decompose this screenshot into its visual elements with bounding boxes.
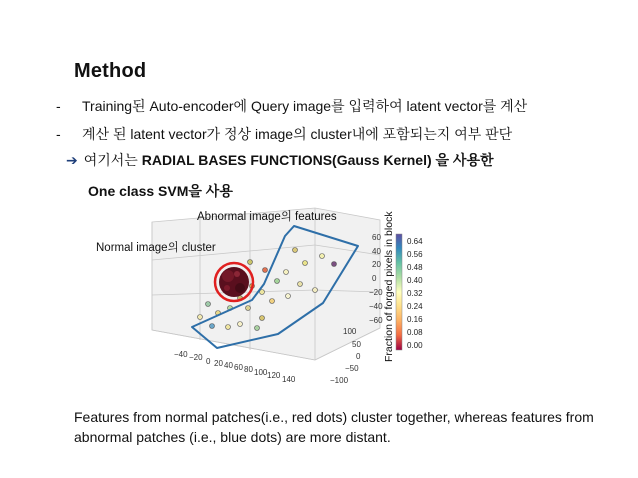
tick-label: 0.08 bbox=[407, 328, 423, 337]
tick-label: 20 bbox=[214, 359, 223, 368]
tick-label: −100 bbox=[330, 376, 349, 385]
slide-title: Method bbox=[74, 60, 147, 82]
bullet-dash: - bbox=[56, 98, 61, 114]
data-point bbox=[303, 261, 308, 266]
bullet-text: 계산 된 latent vector가 정상 image의 cluster내에 포함되는지 여부 판단 bbox=[82, 126, 513, 142]
tick-label: 0.48 bbox=[407, 263, 423, 272]
tick-label: 0.00 bbox=[407, 341, 423, 350]
data-point bbox=[284, 270, 289, 275]
bullet-text: Training된 Auto-encoder에 Query image를 입력하여 latent vector를 계산 bbox=[82, 98, 528, 114]
tick-label: 60 bbox=[372, 233, 381, 242]
data-point bbox=[270, 299, 275, 304]
arrow-right-icon: ➔ bbox=[66, 152, 78, 168]
data-point bbox=[293, 248, 298, 253]
conclusion-line bbox=[66, 150, 494, 170]
tick-label: −60 bbox=[369, 316, 383, 325]
bullet-2 bbox=[56, 124, 512, 144]
tick-label: 0.16 bbox=[407, 315, 423, 324]
tick-label: −20 bbox=[189, 353, 203, 362]
figure-caption: Features from normal patches(i.e., red dots) cluster together, whereas features from abnormal patches (i.e., blue dots) are more distant. bbox=[74, 409, 594, 445]
tick-label: 0.24 bbox=[407, 302, 423, 311]
data-point bbox=[206, 302, 211, 307]
x-axis-ticks bbox=[174, 350, 296, 384]
conclusion-prefix: 여기서는 bbox=[83, 152, 142, 168]
data-point bbox=[226, 325, 231, 330]
normal-cluster bbox=[219, 267, 249, 297]
tick-label: 40 bbox=[372, 247, 381, 256]
tick-label: 100 bbox=[343, 327, 357, 336]
data-point bbox=[246, 306, 251, 311]
data-point bbox=[298, 282, 303, 287]
feature-space-figure bbox=[90, 200, 450, 400]
data-point bbox=[286, 294, 291, 299]
data-point bbox=[275, 279, 280, 284]
tick-label: 0.32 bbox=[407, 289, 423, 298]
tick-label: 0 bbox=[356, 352, 361, 361]
data-point bbox=[320, 254, 325, 259]
data-point bbox=[260, 316, 265, 321]
data-point bbox=[263, 268, 268, 273]
tick-label: 0.56 bbox=[407, 250, 423, 259]
tick-label: 0.40 bbox=[407, 276, 423, 285]
colorbar bbox=[396, 234, 402, 350]
tick-label: −20 bbox=[369, 288, 383, 297]
tick-label: 0.64 bbox=[407, 237, 423, 246]
label-abnormal: Abnormal image의 features bbox=[197, 211, 337, 223]
tick-label: 80 bbox=[244, 365, 253, 374]
colorbar-label: Fraction of forged pixels in block bbox=[383, 211, 395, 362]
bullet-dash: - bbox=[56, 126, 61, 142]
data-point bbox=[210, 324, 215, 329]
data-point bbox=[313, 288, 318, 293]
bullet-1 bbox=[56, 96, 527, 116]
tick-label: 40 bbox=[224, 361, 233, 370]
tick-label: −50 bbox=[345, 364, 359, 373]
tick-label: −40 bbox=[174, 350, 188, 359]
tick-label: 0 bbox=[372, 274, 377, 283]
tick-label: 140 bbox=[282, 375, 296, 384]
data-point bbox=[238, 322, 243, 327]
data-point bbox=[248, 260, 253, 265]
conclusion-bold: RADIAL BASES FUNCTIONS(Gauss Kernel) 을 사용한 bbox=[141, 152, 494, 168]
data-point bbox=[198, 315, 203, 320]
tick-label: 60 bbox=[234, 363, 243, 372]
tick-label: −40 bbox=[369, 302, 383, 311]
conclusion-line-2: One class SVM을 사용 bbox=[88, 183, 233, 199]
tick-label: 0 bbox=[206, 357, 211, 366]
colorbar-ticks bbox=[407, 237, 423, 350]
data-point bbox=[255, 326, 260, 331]
label-normal: Normal image의 cluster bbox=[96, 242, 216, 254]
tick-label: 100 bbox=[254, 368, 268, 377]
tick-label: 120 bbox=[267, 371, 281, 380]
tick-label: 20 bbox=[372, 260, 381, 269]
data-point bbox=[332, 262, 337, 267]
tick-label: 50 bbox=[352, 340, 361, 349]
